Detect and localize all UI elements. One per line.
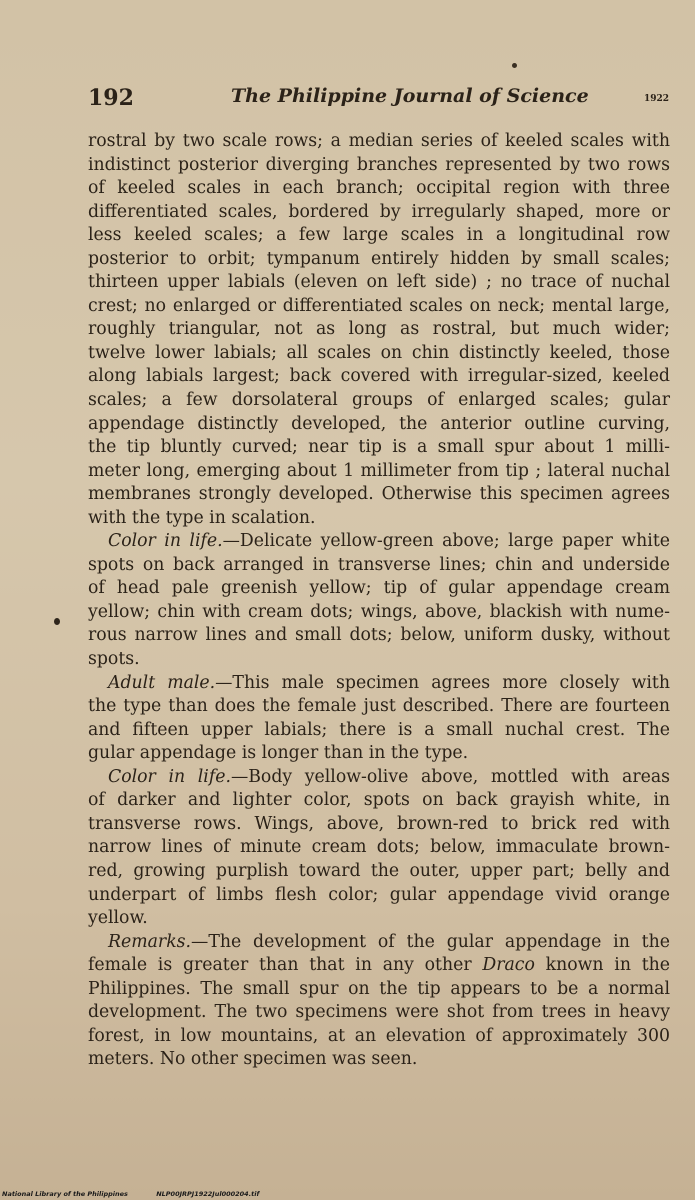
line-text: spots on back arranged in transverse lines; chin and underside [88,554,670,575]
text-line [88,413,670,437]
text-line [88,248,670,272]
text-line [88,554,670,578]
paragraph-heading: Color in life. [108,766,231,787]
line-text: forest, in low mountains, at an elevation of approximately 300 [88,1025,670,1046]
volume-year: 1922 [643,94,669,104]
line-text: of head pale greenish yellow; tip of gular appendage cream [88,578,670,599]
text-line [88,860,670,884]
text-line [88,483,670,507]
text-line [88,931,670,955]
text-line [88,271,670,295]
line-text: along labials largest; back covered with irregular-sized, keeled [88,366,670,387]
line-text: Philippines. The small spur on the tip appears to be a normal [88,978,670,999]
line-text: crest; no enlarged or differentiated scales on neck; mental large, [88,295,670,316]
text-line [88,907,670,931]
running-header [88,82,669,116]
line-text: the tip bluntly curved; near tip is a small spur about 1 milli- [88,437,670,458]
line-text: meter long, emerging about 1 millimeter from tip ; lateral nuchal [88,460,670,481]
text-line [88,601,670,625]
line-text: —This male specimen agrees more closely with [215,672,670,693]
text-line [88,766,670,790]
text-line [88,978,670,1002]
line-text: of darker and lighter color, spots on back grayish white, in [88,790,670,811]
text-line [88,1025,670,1049]
text-line [88,648,670,672]
text-line [88,813,670,837]
line-text: thirteen upper labials (eleven on left side) ; no trace of nuchal [88,272,670,293]
text-line [88,884,670,908]
line-text: roughly triangular, not as long as rostral, but much wider; [88,319,670,340]
genus-name: Draco [482,955,535,976]
line-text: —Body yellow-olive above, mottled with areas [230,766,670,787]
text-line [88,719,670,743]
library-credit: National Library of the Philippines [2,1190,128,1198]
text-line [88,130,670,154]
line-text: yellow; chin with cream dots; wings, above, blackish with nume- [88,601,670,622]
text-line [88,624,670,648]
text-line [88,365,670,389]
text-line [88,1001,670,1025]
file-name: NLP00JRPJ1922Jul000204.tif [156,1190,260,1198]
text-line [88,742,670,766]
line-text: rostral by two scale rows; a median series of keeled scales with [88,131,670,151]
line-text: membranes strongly developed. Otherwise this specimen agrees [88,484,670,505]
journal-title: The Philippine Journal of Science [231,85,589,107]
line-text: gular appendage is longer than in the type. [88,743,469,764]
paragraph-heading: Color in life. [108,531,223,552]
line-text: red, growing purplish toward the outer, upper part; belly and [88,860,670,881]
ink-speck [512,63,517,68]
text-line [88,436,670,460]
text-line [88,1048,670,1072]
text-line [88,154,670,178]
line-text: posterior to orbit; tympanum entirely hidden by small scales; [88,248,670,269]
text-line [88,342,670,366]
scan-footer [2,1190,285,1198]
article-body [88,130,670,1072]
text-line [88,177,670,201]
line-text: —Delicate yellow-green above; large paper white [222,531,670,552]
text-line [88,672,670,696]
line-text: narrow lines of minute cream dots; below, immaculate brown- [88,837,670,858]
text-line [88,295,670,319]
paragraph-heading: Adult male. [108,672,216,693]
text-line [88,530,670,554]
line-text: differentiated scales, bordered by irregularly shaped, more or [88,201,670,222]
line-text: development. The two specimens were shot from trees in heavy [88,1002,670,1023]
line-text: scales; a few dorsolateral groups of enlarged scales; gular [88,390,670,411]
text-line [88,507,670,531]
line-text: female is greater than that in any other [88,955,483,976]
line-text: less keeled scales; a few large scales in a longitudinal row [88,225,670,246]
line-text: yellow. [88,908,148,929]
line-text: the type than does the female just described. There are fourteen [88,696,670,717]
ink-speck [54,618,60,625]
text-line [88,577,670,601]
line-text: with the type in scalation. [88,507,316,528]
text-line [88,389,670,413]
line-text: appendage distinctly developed, the anterior outline curving, [88,413,670,434]
paragraph-heading: Remarks. [108,931,192,952]
line-text: of keeled scales in each branch; occipital region with three [88,178,670,199]
line-text: twelve lower labials; all scales on chin distinctly keeled, those [88,342,670,363]
line-text: —The development of the gular appendage in the [191,931,670,952]
line-text: transverse rows. Wings, above, brown-red to brick red with [88,813,670,834]
text-line [88,695,670,719]
line-text: meters. No other specimen was seen. [88,1049,418,1070]
text-line [88,460,670,484]
text-line [88,789,670,813]
line-text: underpart of limbs flesh color; gular appendage vivid orange [88,884,670,905]
line-text: rous narrow lines and small dots; below, uniform dusky, without [88,625,670,646]
line-text: spots. [88,649,140,670]
text-line [88,318,670,342]
line-text: and fifteen upper labials; there is a small nuchal crest. The [88,719,670,740]
line-text: known in the [534,955,670,976]
page-number: 192 [88,85,134,111]
text-line [88,201,670,225]
text-line [88,224,670,248]
text-line [88,954,670,978]
line-text: indistinct posterior diverging branches represented by two rows [88,154,670,175]
text-line [88,836,670,860]
